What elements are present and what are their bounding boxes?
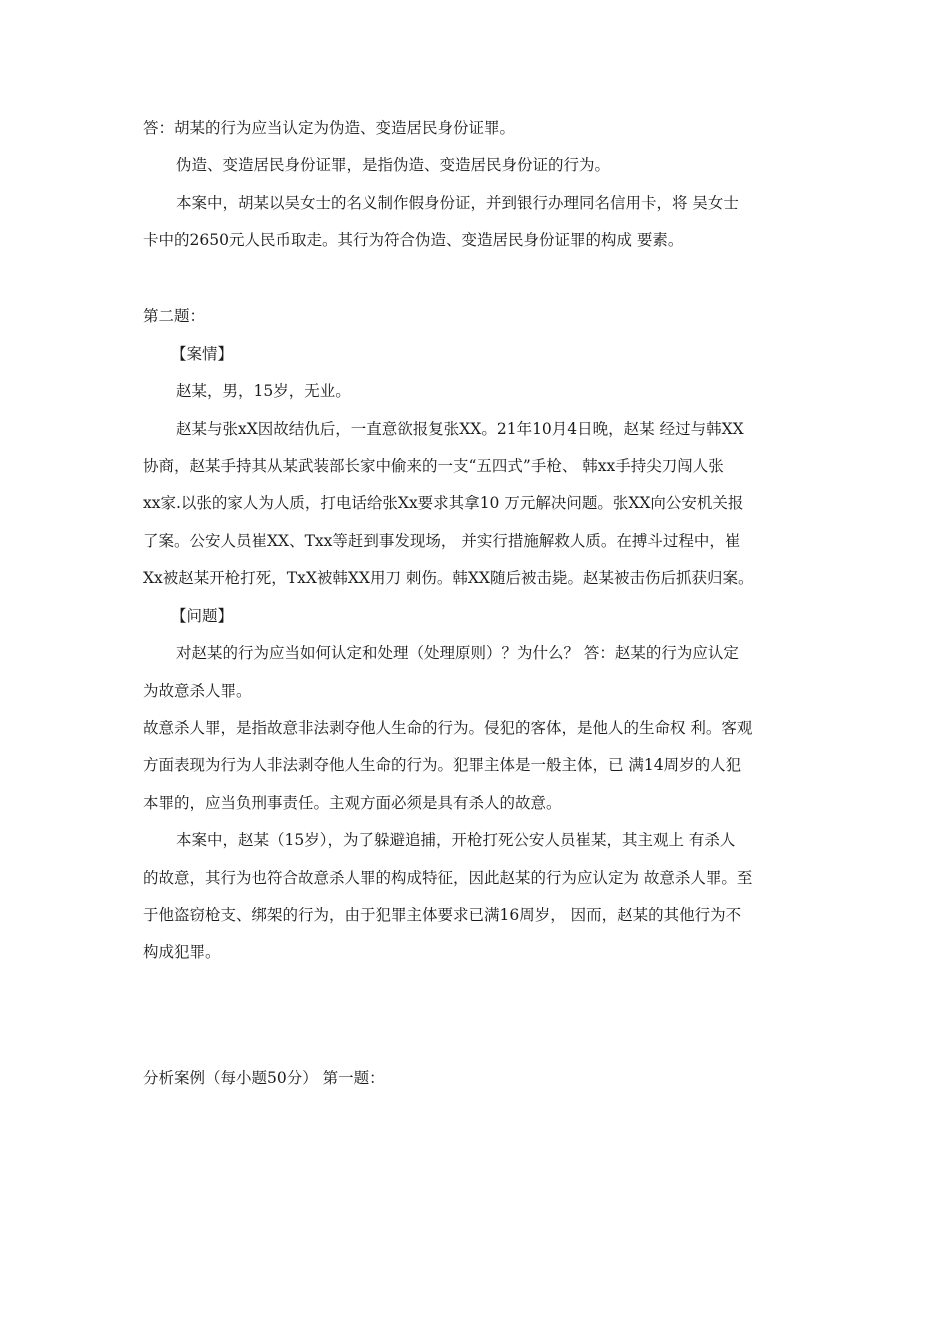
case-facts-line-1: 赵某，男，15岁，无业。 [176, 382, 351, 400]
case-analysis-line-2: 卡中的2650元人民币取走。其行为符合伪造、变造居民身份证罪的构成 要素。 [143, 231, 684, 249]
question-heading: 【问题】 [171, 607, 234, 625]
analysis-line-3: 本罪的，应当负刑事责任。主观方面必须是具有杀人的故意。 [143, 794, 562, 812]
analysis-line-1: 故意杀人罪，是指故意非法剥夺他人生命的行为。侵犯的客体，是他人的生命权 利。客观 [143, 719, 753, 737]
section-heading-2: 第二题： [143, 307, 206, 325]
definition-line-1: 伪造、变造居民身份证罪，是指伪造、变造居民身份证的行为。 [176, 156, 611, 174]
case-facts-line-2: 赵某与张xX因故结仇后，一直意欲报复张XX。21年10月4日晚，赵某 经过与韩XX [176, 420, 744, 438]
case-facts-line-5: 了案。公安人员崔XX、Txx等赶到事发现场， 并实行措施解救人质。在搏斗过程中，崔 [143, 532, 741, 550]
analysis-line-2: 方面表现为行为人非法剥夺他人生命的行为。犯罪主体是一般主体，已 满14周岁的人犯 [143, 756, 742, 774]
answer-line-1: 答：胡某的行为应当认定为伪造、变造居民身份证罪。 [143, 119, 516, 137]
case-facts-line-4: xx家.以张的家人为人质，打电话给张Xx要求其拿10 万元解决问题。张XX向公安机关报 [143, 494, 744, 512]
question-line-2: 为故意杀人罪。 [143, 682, 252, 700]
section-heading-analysis: 分析案例（每小题50分） 第一题： [143, 1069, 385, 1087]
conclusion-line-2: 的故意，其行为也符合故意杀人罪的构成特征，因此赵某的行为应认定为 故意杀人罪。至 [143, 869, 753, 887]
case-facts-heading: 【案情】 [171, 345, 234, 363]
conclusion-line-1: 本案中，赵某（15岁），为了躲避追捕，开枪打死公安人员崔某，其主观上 有杀人 [176, 831, 736, 849]
question-line-1: 对赵某的行为应当如何认定和处理（处理原则）？为什么？ 答：赵某的行为应认定 [176, 644, 739, 662]
case-facts-line-6: Xx被赵某开枪打死，TxX被韩XX用刀 刺伤。韩XX随后被击毙。赵某被击伤后抓获归案。 [143, 569, 754, 587]
conclusion-line-3: 于他盗窃枪支、绑架的行为，由于犯罪主体要求已满16周岁， 因而，赵某的其他行为不 [143, 906, 742, 924]
case-facts-line-3: 协商，赵某手持其从某武装部长家中偷来的一支“五四式”手枪、 韩xx手持尖刀闯人张 [143, 457, 724, 475]
conclusion-line-4: 构成犯罪。 [143, 943, 221, 961]
case-analysis-line-1: 本案中，胡某以吴女士的名义制作假身份证，并到银行办理同名信用卡，将 吴女士 [176, 194, 739, 212]
